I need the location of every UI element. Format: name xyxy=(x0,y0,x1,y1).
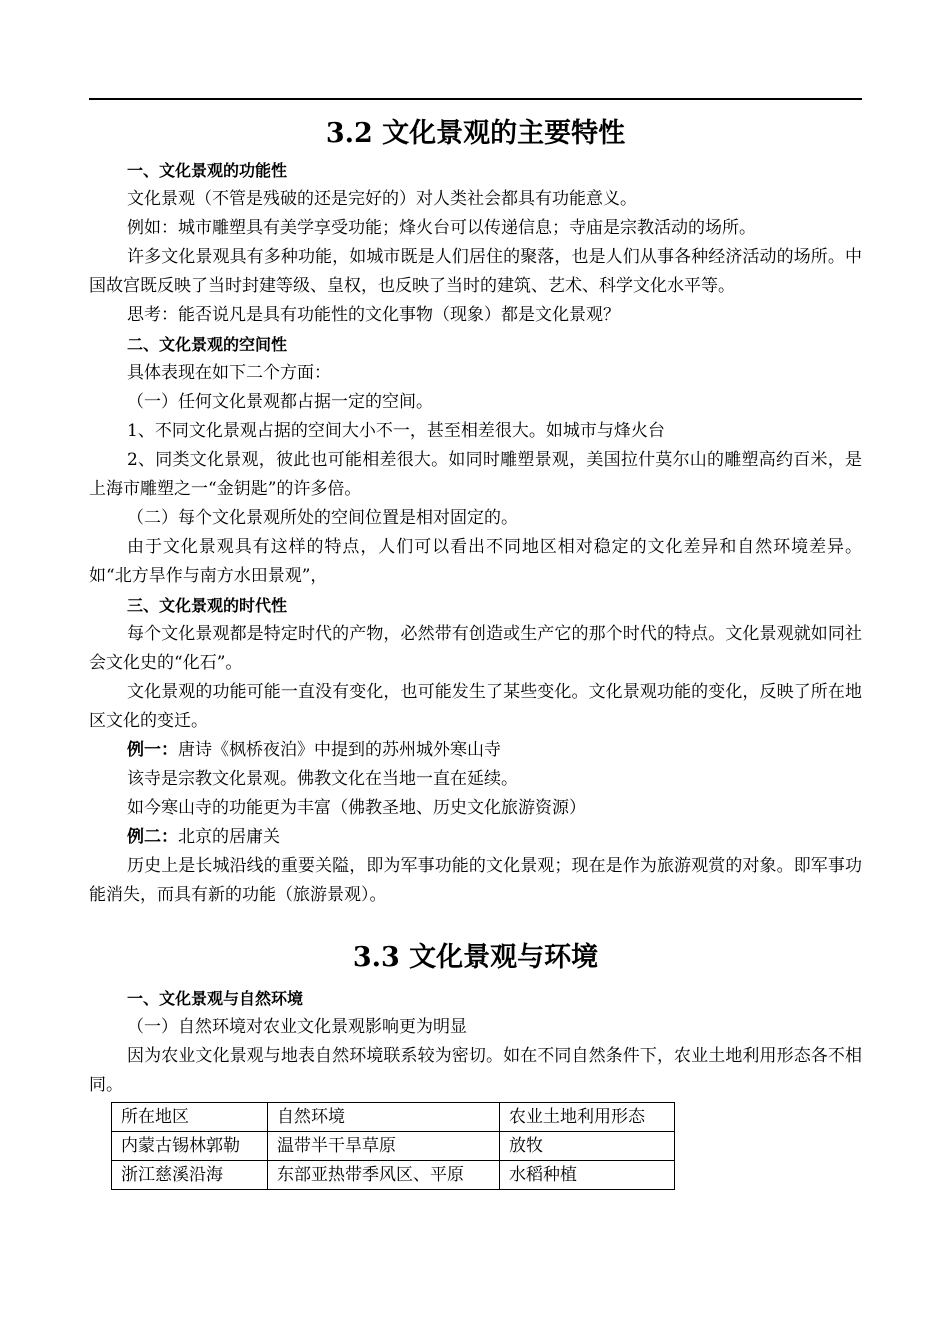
heading-function: 一、文化景观的功能性 xyxy=(127,161,288,180)
table-header-cell: 所在地区 xyxy=(112,1103,268,1132)
paragraph: 该寺是宗教文化景观。佛教文化在当地一直在延续。 xyxy=(127,769,518,789)
table-cell: 内蒙古锡林郭勒 xyxy=(112,1132,268,1161)
paragraph: 如今寒山寺的功能更为丰富（佛教圣地、历史文化旅游资源） xyxy=(127,798,586,818)
paragraph: （二）每个文化景观所处的空间位置是相对固定的。 xyxy=(127,508,518,528)
example-two xyxy=(89,823,862,852)
example-one-text: 唐诗《枫桥夜泊》中提到的苏州城外寒山寺 xyxy=(178,740,501,760)
table-cell: 浙江慈溪沿海 xyxy=(112,1161,268,1190)
heading-natural-environment: 一、文化景观与自然环境 xyxy=(127,989,304,1008)
header-rule xyxy=(89,98,862,100)
table-header-row xyxy=(112,1103,675,1132)
paragraph: 具体表现在如下二个方面： xyxy=(127,363,331,383)
paragraph: 文化景观的功能可能一直没有变化，也可能发生了某些变化。文化景观功能的变化，反映了所在地区文化的变迁。 xyxy=(89,682,862,731)
paragraph: 文化景观（不管是残破的还是完好的）对人类社会都具有功能意义。 xyxy=(127,189,637,209)
land-use-table xyxy=(111,1102,675,1190)
paragraph: 例如：城市雕塑具有美学享受功能；烽火台可以传递信息；寺庙是宗教活动的场所。 xyxy=(127,218,756,238)
table-header-cell: 农业土地利用形态 xyxy=(500,1103,675,1132)
paragraph: （一）自然环境对农业文化景观影响更为明显 xyxy=(127,1017,467,1037)
table-row xyxy=(112,1132,675,1161)
example-one-label: 例一： xyxy=(127,740,178,760)
paragraph: 由于文化景观具有这样的特点，人们可以看出不同地区相对稳定的文化差异和自然环境差异。如“北方旱作与南方水田景观”， xyxy=(89,537,862,586)
table-cell: 水稻种植 xyxy=(500,1161,675,1190)
example-two-text: 北京的居庸关 xyxy=(178,827,280,847)
paragraph: 许多文化景观具有多种功能，如城市既是人们居住的聚落，也是人们从事各种经济活动的场所。中国故宫既反映了当时封建等级、皇权，也反映了当时的建筑、艺术、科学文化水平等。 xyxy=(89,247,862,296)
heading-era: 三、文化景观的时代性 xyxy=(127,596,288,615)
heading-space: 二、文化景观的空间性 xyxy=(127,335,288,354)
example-one xyxy=(89,736,862,765)
paragraph: 因为农业文化景观与地表自然环境联系较为密切。如在不同自然条件下，农业土地利用形态各不相同。 xyxy=(89,1046,862,1095)
section-title-3-3: 3.3 文化景观与环境 xyxy=(352,942,599,973)
table-header-cell: 自然环境 xyxy=(268,1103,500,1132)
table-cell: 放牧 xyxy=(500,1132,675,1161)
table-cell: 温带半干旱草原 xyxy=(268,1132,500,1161)
table-cell: 东部亚热带季风区、平原 xyxy=(268,1161,500,1190)
table-row xyxy=(112,1161,675,1190)
paragraph: 历史上是长城沿线的重要关隘，即为军事功能的文化景观；现在是作为旅游观赏的对象。即军事功能消失，而具有新的功能（旅游景观）。 xyxy=(89,856,862,905)
example-two-label: 例二： xyxy=(127,827,178,847)
paragraph: 每个文化景观都是特定时代的产物，必然带有创造或生产它的那个时代的特点。文化景观就如同社会文化史的“化石”。 xyxy=(89,624,862,673)
section-title-3-2: 3.2 文化景观的主要特性 xyxy=(325,118,626,149)
paragraph: 2、同类文化景观，彼此也可能相差很大。如同时雕塑景观，美国拉什莫尔山的雕塑高约百米，是上海市雕塑之一“金钥匙”的许多倍。 xyxy=(89,450,862,499)
paragraph: （一）任何文化景观都占据一定的空间。 xyxy=(127,392,433,412)
paragraph: 思考：能否说凡是具有功能性的文化事物（现象）都是文化景观？ xyxy=(127,305,620,325)
paragraph: 1、不同文化景观占据的空间大小不一，甚至相差很大。如城市与烽火台 xyxy=(127,421,665,441)
document-body xyxy=(89,112,862,1190)
